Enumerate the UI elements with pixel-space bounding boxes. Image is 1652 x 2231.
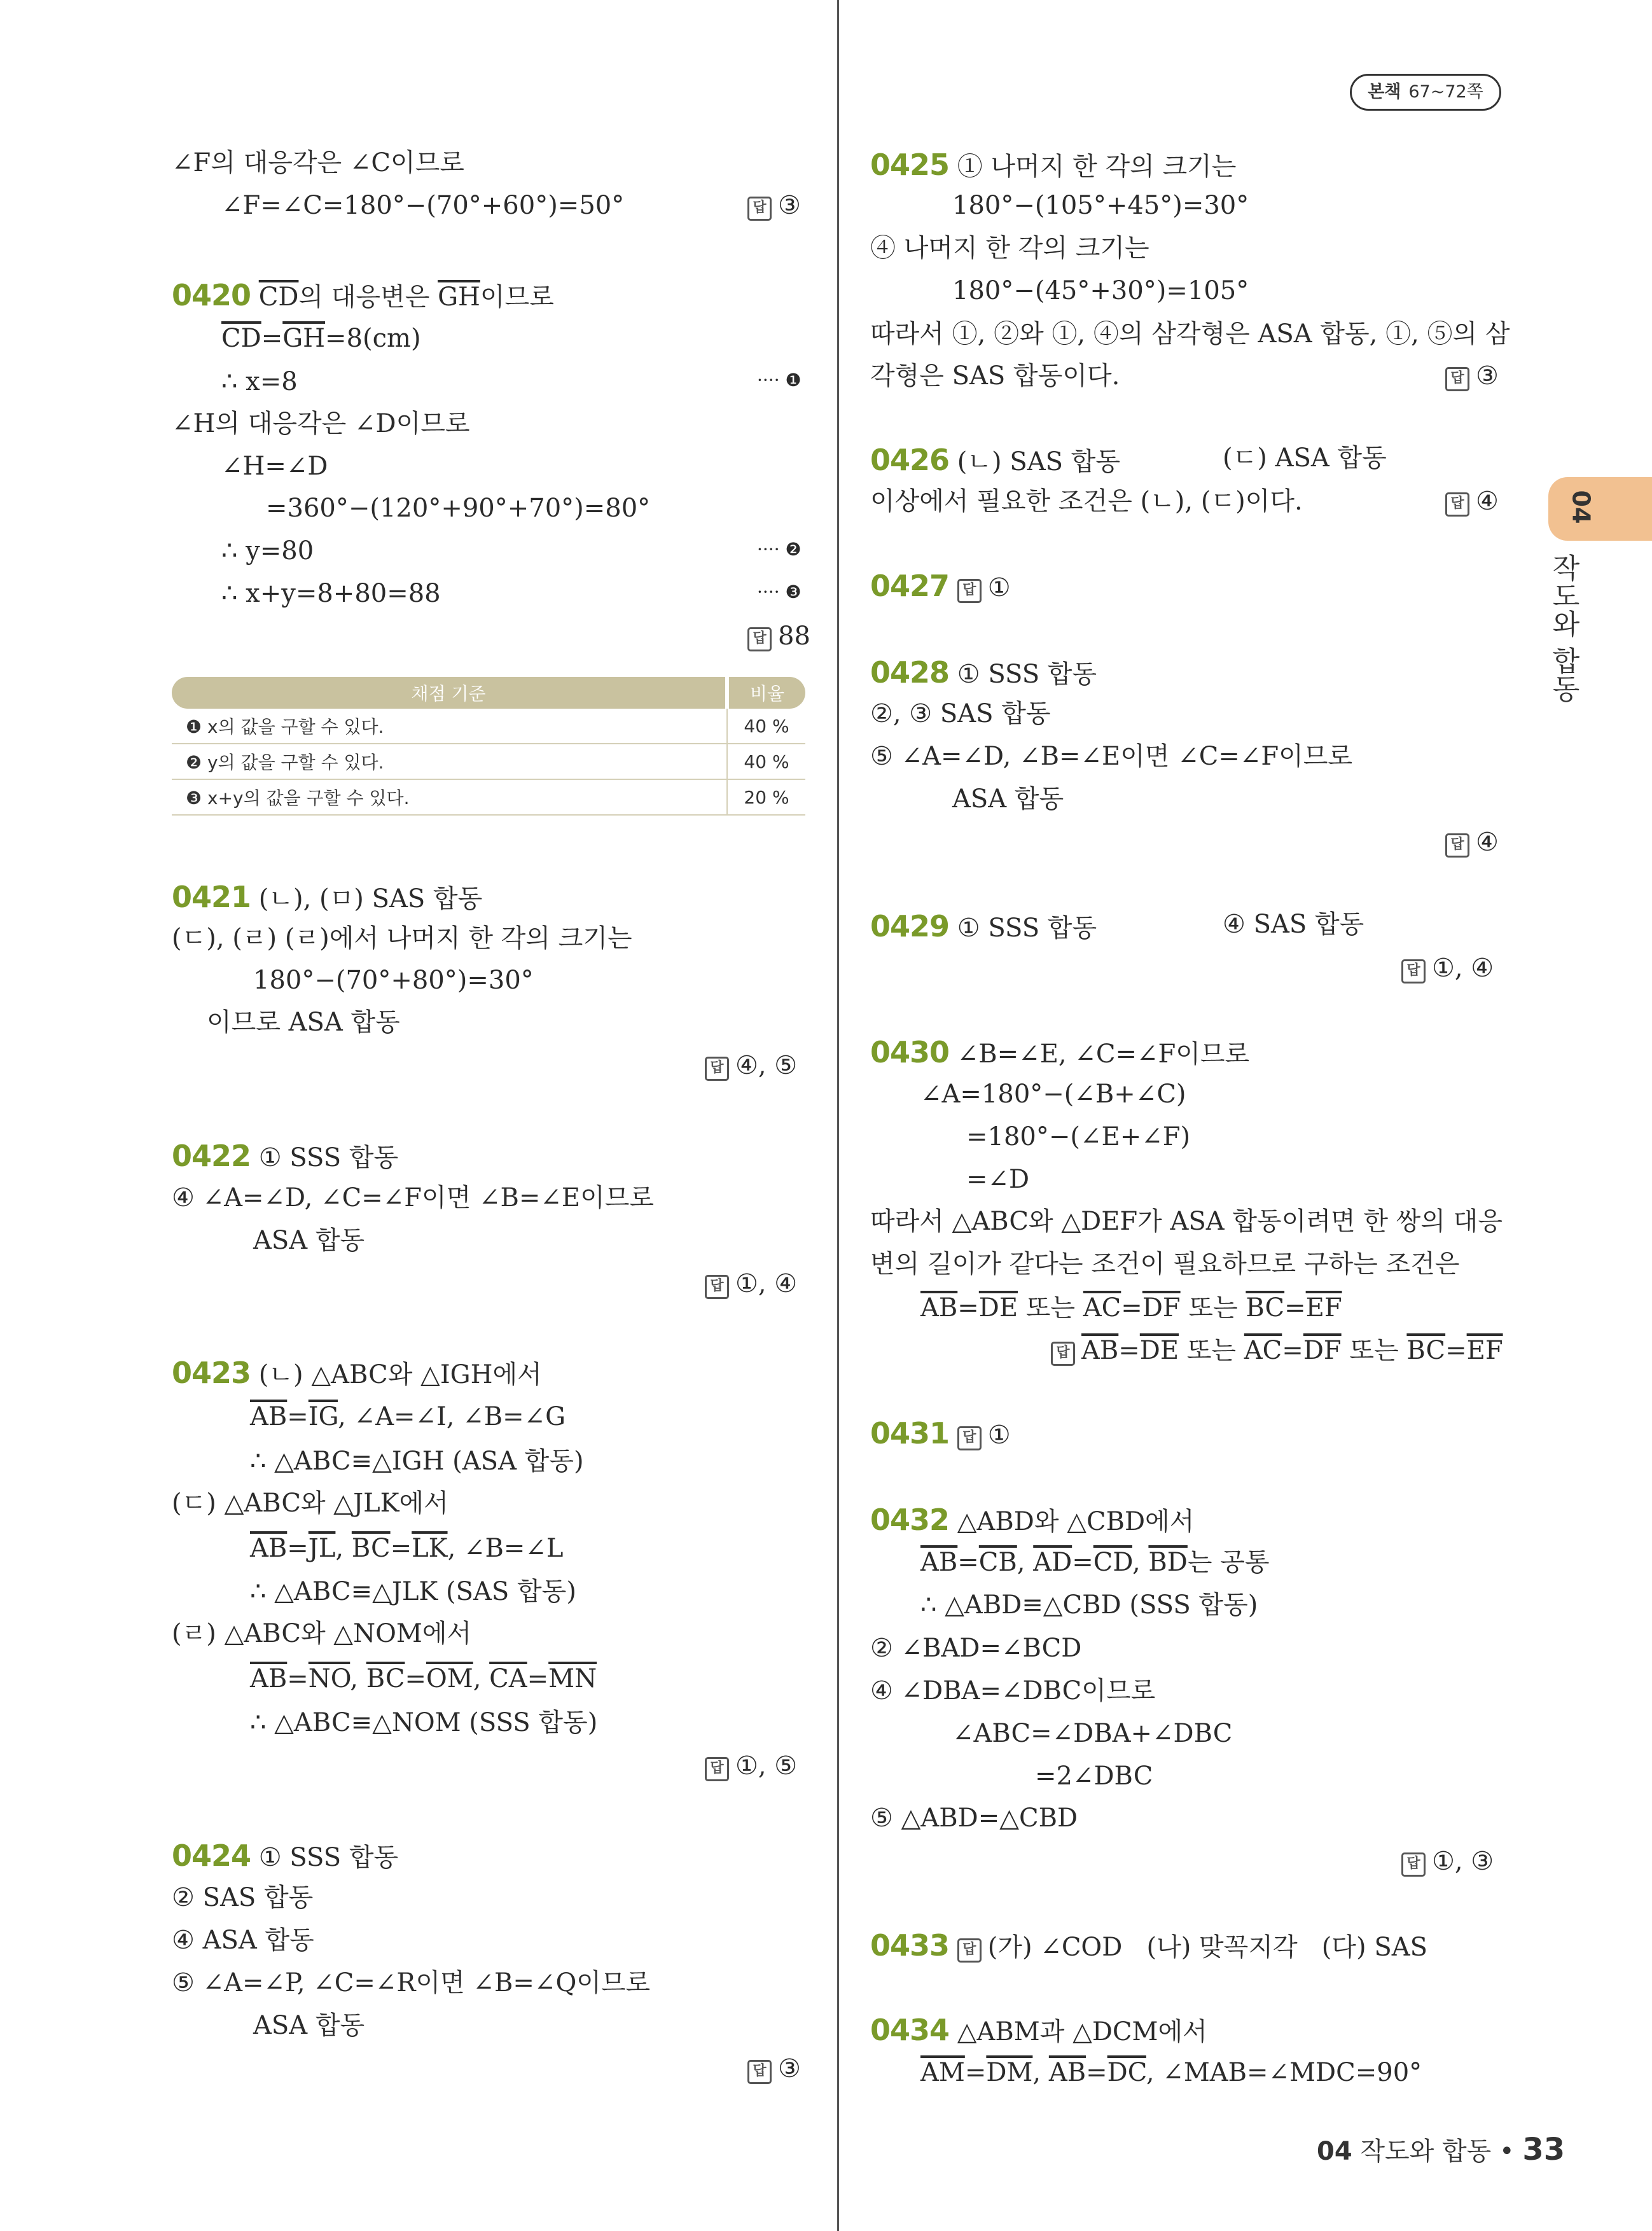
equation-line: ∴ x=8 [221,367,298,396]
footer-title: 작도와 합동 [1360,2137,1492,2166]
problem-number: 0422 [172,1139,251,1173]
text-line: ④ ∠DBA=∠DBC이므로 [870,1676,1156,1706]
problem-0430: 0430 ∠B=∠E, ∠C=∠F이므로 [870,1035,1250,1069]
text-line: (ㄹ) △ABC와 △NOM에서 [172,1619,472,1648]
text-line: ⑤ ∠A=∠P, ∠C=∠R이면 ∠B=∠Q이므로 [172,1968,651,1998]
chapter-tab [1548,477,1652,541]
problem-0420: 0420 $\overline{CD}$의 대응변은 $\overline{GH}$이므로 [172,278,554,312]
text-line: ASA 합동 [952,784,1064,814]
equation-line: ∠ABC=∠DBA+∠DBC [952,1719,1233,1748]
answer: 답 88 [747,623,810,651]
step-marker: ···· ❶ [757,370,802,391]
text-line: (ㄷ), (ㄹ) (ㄹ)에서 나머지 한 각의 크기는 [172,924,632,953]
text-line: ⑤ ∠A=∠D, ∠B=∠E이면 ∠C=∠F이므로 [870,742,1353,771]
problem-0429: 0429 ① SSS 합동 [870,909,1097,943]
answer-mark-icon: 답 [1445,367,1469,391]
equation-line: $\overline{AB}=\overline{NO}$, $\overline{BC}=\overline{OM}$, $\overline{CA}=\overline{MN}$ [250,1664,597,1693]
equation-line: ∠F=∠C=180°−(70°+60°)=50° [221,191,625,220]
text-line: 변의 길이가 같다는 조건이 필요하므로 구하는 조건은 [870,1249,1460,1279]
answer-mark-icon: 답 [705,1757,729,1781]
problem-number: 0433 [870,1928,950,1963]
equation-line: $\overline{AB}=\overline{IG}$, ∠A=∠I, ∠B=∠G [250,1402,566,1431]
chip-pages: 67~72쪽 [1408,82,1483,102]
table-row: ❸ x+y의 값을 구할 수 있다. 20 % [172,779,805,815]
answer: 답 ④ [1445,489,1499,517]
equation-line: 180°−(70°+80°)=30° [253,966,534,995]
text-line: ④ ∠A=∠D, ∠C=∠F이면 ∠B=∠E이므로 [172,1183,655,1213]
equation-line: $\overline{AM}=\overline{DM}$, $\overline{AB}=\overline{DC}$, ∠MAB=∠MDC=90° [920,2058,1422,2087]
answer-mark-icon: 답 [957,1938,982,1963]
equation-line: $\overline{AB}=\overline{JL}$, $\overline{BC}=\overline{LK}$, ∠B=∠L [250,1534,564,1563]
page-number: 33 [1522,2132,1565,2167]
text-line: ②, ③ SAS 합동 [870,699,1051,728]
answer-mark-icon: 답 [747,197,772,221]
text-line: ② SAS 합동 [172,1883,314,1912]
equation-line: ∴ △ABC≡△IGH (ASA 합동) [250,1447,584,1476]
problem-number: 0427 [870,569,950,603]
equation-line: $\overline{CD}=\overline{GH}=8(cm)$ [221,324,421,353]
answer: 답 ①, ③ [1401,1849,1494,1877]
problem-number: 0434 [870,2013,950,2047]
text-line: ⑤ △ABD=△CBD [870,1804,1078,1833]
problem-number: 0428 [870,655,950,690]
step-marker: ···· ❸ [757,581,802,602]
problem-0428: 0428 ① SSS 합동 [870,655,1097,690]
chip-label: 본책 [1368,82,1401,102]
problem-0431: 0431 답 ① [870,1416,1011,1450]
problem-number: 0432 [870,1503,950,1537]
chapter-tab-number: 04 [1567,490,1595,524]
page-footer: 04 작도와 합동 • 33 [1317,2132,1565,2167]
answer-mark-icon: 답 [1401,1852,1426,1877]
answer: 답 ③ [747,2056,801,2084]
answer-mark-icon: 답 [1401,959,1426,983]
equation-line: ∠H=∠D [221,452,328,481]
text-line: ④ 나머지 한 각의 크기는 [870,233,1149,263]
equation-line: =360°−(120°+90°+70°)=80° [266,494,651,523]
equation-line: ∴ △ABD≡△CBD (SSS 합동) [920,1590,1258,1620]
equation-line: ∠A=180°−(∠B+∠C) [920,1080,1186,1109]
text-line: ④ ASA 합동 [172,1926,314,1955]
problem-0423: 0423 (ㄴ) △ABC와 △IGH에서 [172,1356,542,1390]
problem-0421: 0421 (ㄴ), (ㅁ) SAS 합동 [172,880,483,914]
problem-number: 0424 [172,1838,251,1873]
problem-number: 0429 [870,909,950,943]
equation-line: =∠D [966,1165,1030,1194]
answer: 답 ①, ④ [1401,956,1494,983]
answer: 답 ④, ⑤ [705,1053,797,1081]
answer-mark-icon: 답 [1051,1342,1075,1366]
step-marker: ···· ❷ [757,539,802,560]
equation-line: $\overline{AB}=\overline{CB}$, $\overline{AD}=\overline{CD}$, $\overline{BD}$는 공통 [920,1548,1270,1577]
equation-line: =180°−(∠E+∠F) [966,1122,1191,1151]
text-line: ∠H의 대응각은 ∠D이므로 [172,409,470,438]
equation-line: ∴ △ABC≡△JLK (SAS 합동) [250,1577,576,1606]
problem-number: 0431 [870,1416,950,1450]
scoring-criteria-table [172,677,805,816]
answer: 답 ③ [747,193,801,221]
answer: 답 $\overline{AB}=\overline{DE}$ 또는 $\overline{AC}=\overline{DF}$ 또는 $\overline{BC}=\overline{EF}$ [1051,1338,1503,1366]
text-line: 이므로 ASA 합동 [207,1008,400,1037]
equation-line: $\overline{AB}=\overline{DE}$ 또는 $\overline{AC}=\overline{DF}$ 또는 $\overline{BC}=\overline{EF}$ [920,1293,1342,1323]
chapter-tab-title: 작도와 합동 [1547,553,1579,702]
problem-0425: 0425 ① 나머지 한 각의 크기는 [870,148,1237,182]
answer: 답 ③ [1445,363,1499,391]
text-line: ④ SAS 합동 [1223,910,1364,939]
problem-0424: 0424 ① SSS 합동 [172,1838,399,1873]
problem-0426: 0426 (ㄴ) SAS 합동 [870,443,1121,477]
answer-mark-icon: 답 [747,2060,772,2084]
answer-mark-icon: 답 [957,1426,982,1450]
problem-0433: 0433 답 (가) ∠COD (나) 맞꼭지각 (다) SAS [870,1928,1428,1963]
answer-mark-icon: 답 [705,1057,729,1081]
problem-number: 0423 [172,1356,251,1390]
answer: 답 ①, ⑤ [705,1753,797,1781]
problem-number: 0425 [870,148,950,182]
equation-line: =2∠DBC [1035,1762,1153,1791]
criteria-header: 채점 기준 [172,677,727,709]
text-line: 각형은 SAS 합동이다. [870,361,1120,391]
text-line: ② ∠BAD=∠BCD [870,1634,1082,1663]
text-line: 이상에서 필요한 조건은 (ㄴ), (ㄷ)이다. [870,487,1303,516]
problem-0422: 0422 ① SSS 합동 [172,1139,399,1173]
text-line: ASA 합동 [253,1226,365,1255]
problem-number: 0421 [172,880,251,914]
text-line: (ㄷ) ASA 합동 [1223,443,1387,473]
problem-number: 0430 [870,1035,950,1069]
answer: 답 ①, ④ [705,1271,797,1299]
text-line: (ㄷ) △ABC와 △JLK에서 [172,1489,448,1518]
text-line: ∠F의 대응각은 ∠C이므로 [172,148,464,177]
answer-mark-icon: 답 [957,579,982,603]
answer-mark-icon: 답 [1445,833,1469,858]
table-row: ❶ x의 값을 구할 수 있다. 40 % [172,709,805,744]
text-line: 따라서 △ABC와 △DEF가 ASA 합동이려면 한 쌍의 대응 [870,1207,1503,1236]
answer-mark-icon: 답 [1445,492,1469,517]
equation-line: 180°−(105°+45°)=30° [952,191,1249,220]
problem-number: 0420 [172,278,251,312]
page-reference-chip [1350,74,1501,111]
table-row: ❷ y의 값을 구할 수 있다. 40 % [172,744,805,779]
answer-mark-icon: 답 [747,627,772,651]
answer: 답 ④ [1445,830,1499,858]
problem-0432: 0432 △ABD와 △CBD에서 [870,1503,1195,1537]
equation-line: 180°−(45°+30°)=105° [952,276,1249,305]
problem-0427: 0427 답 ① [870,569,1011,603]
text-line: 따라서 ①, ②와 ①, ④의 삼각형은 ASA 합동, ①, ⑤의 삼 [870,319,1510,349]
equation-line: ∴ x+y=8+80=88 [221,579,441,608]
equation-line: ∴ △ABC≡△NOM (SSS 합동) [250,1708,598,1737]
footer-chapter: 04 [1317,2137,1352,2166]
ratio-header: 비율 [727,677,805,709]
column-divider [837,0,839,2231]
problem-number: 0426 [870,443,950,477]
text-line: ASA 합동 [253,2011,365,2040]
answer-mark-icon: 답 [705,1275,729,1299]
equation-line: ∴ y=80 [221,536,314,566]
problem-0434: 0434 △ABM과 △DCM에서 [870,2013,1207,2047]
